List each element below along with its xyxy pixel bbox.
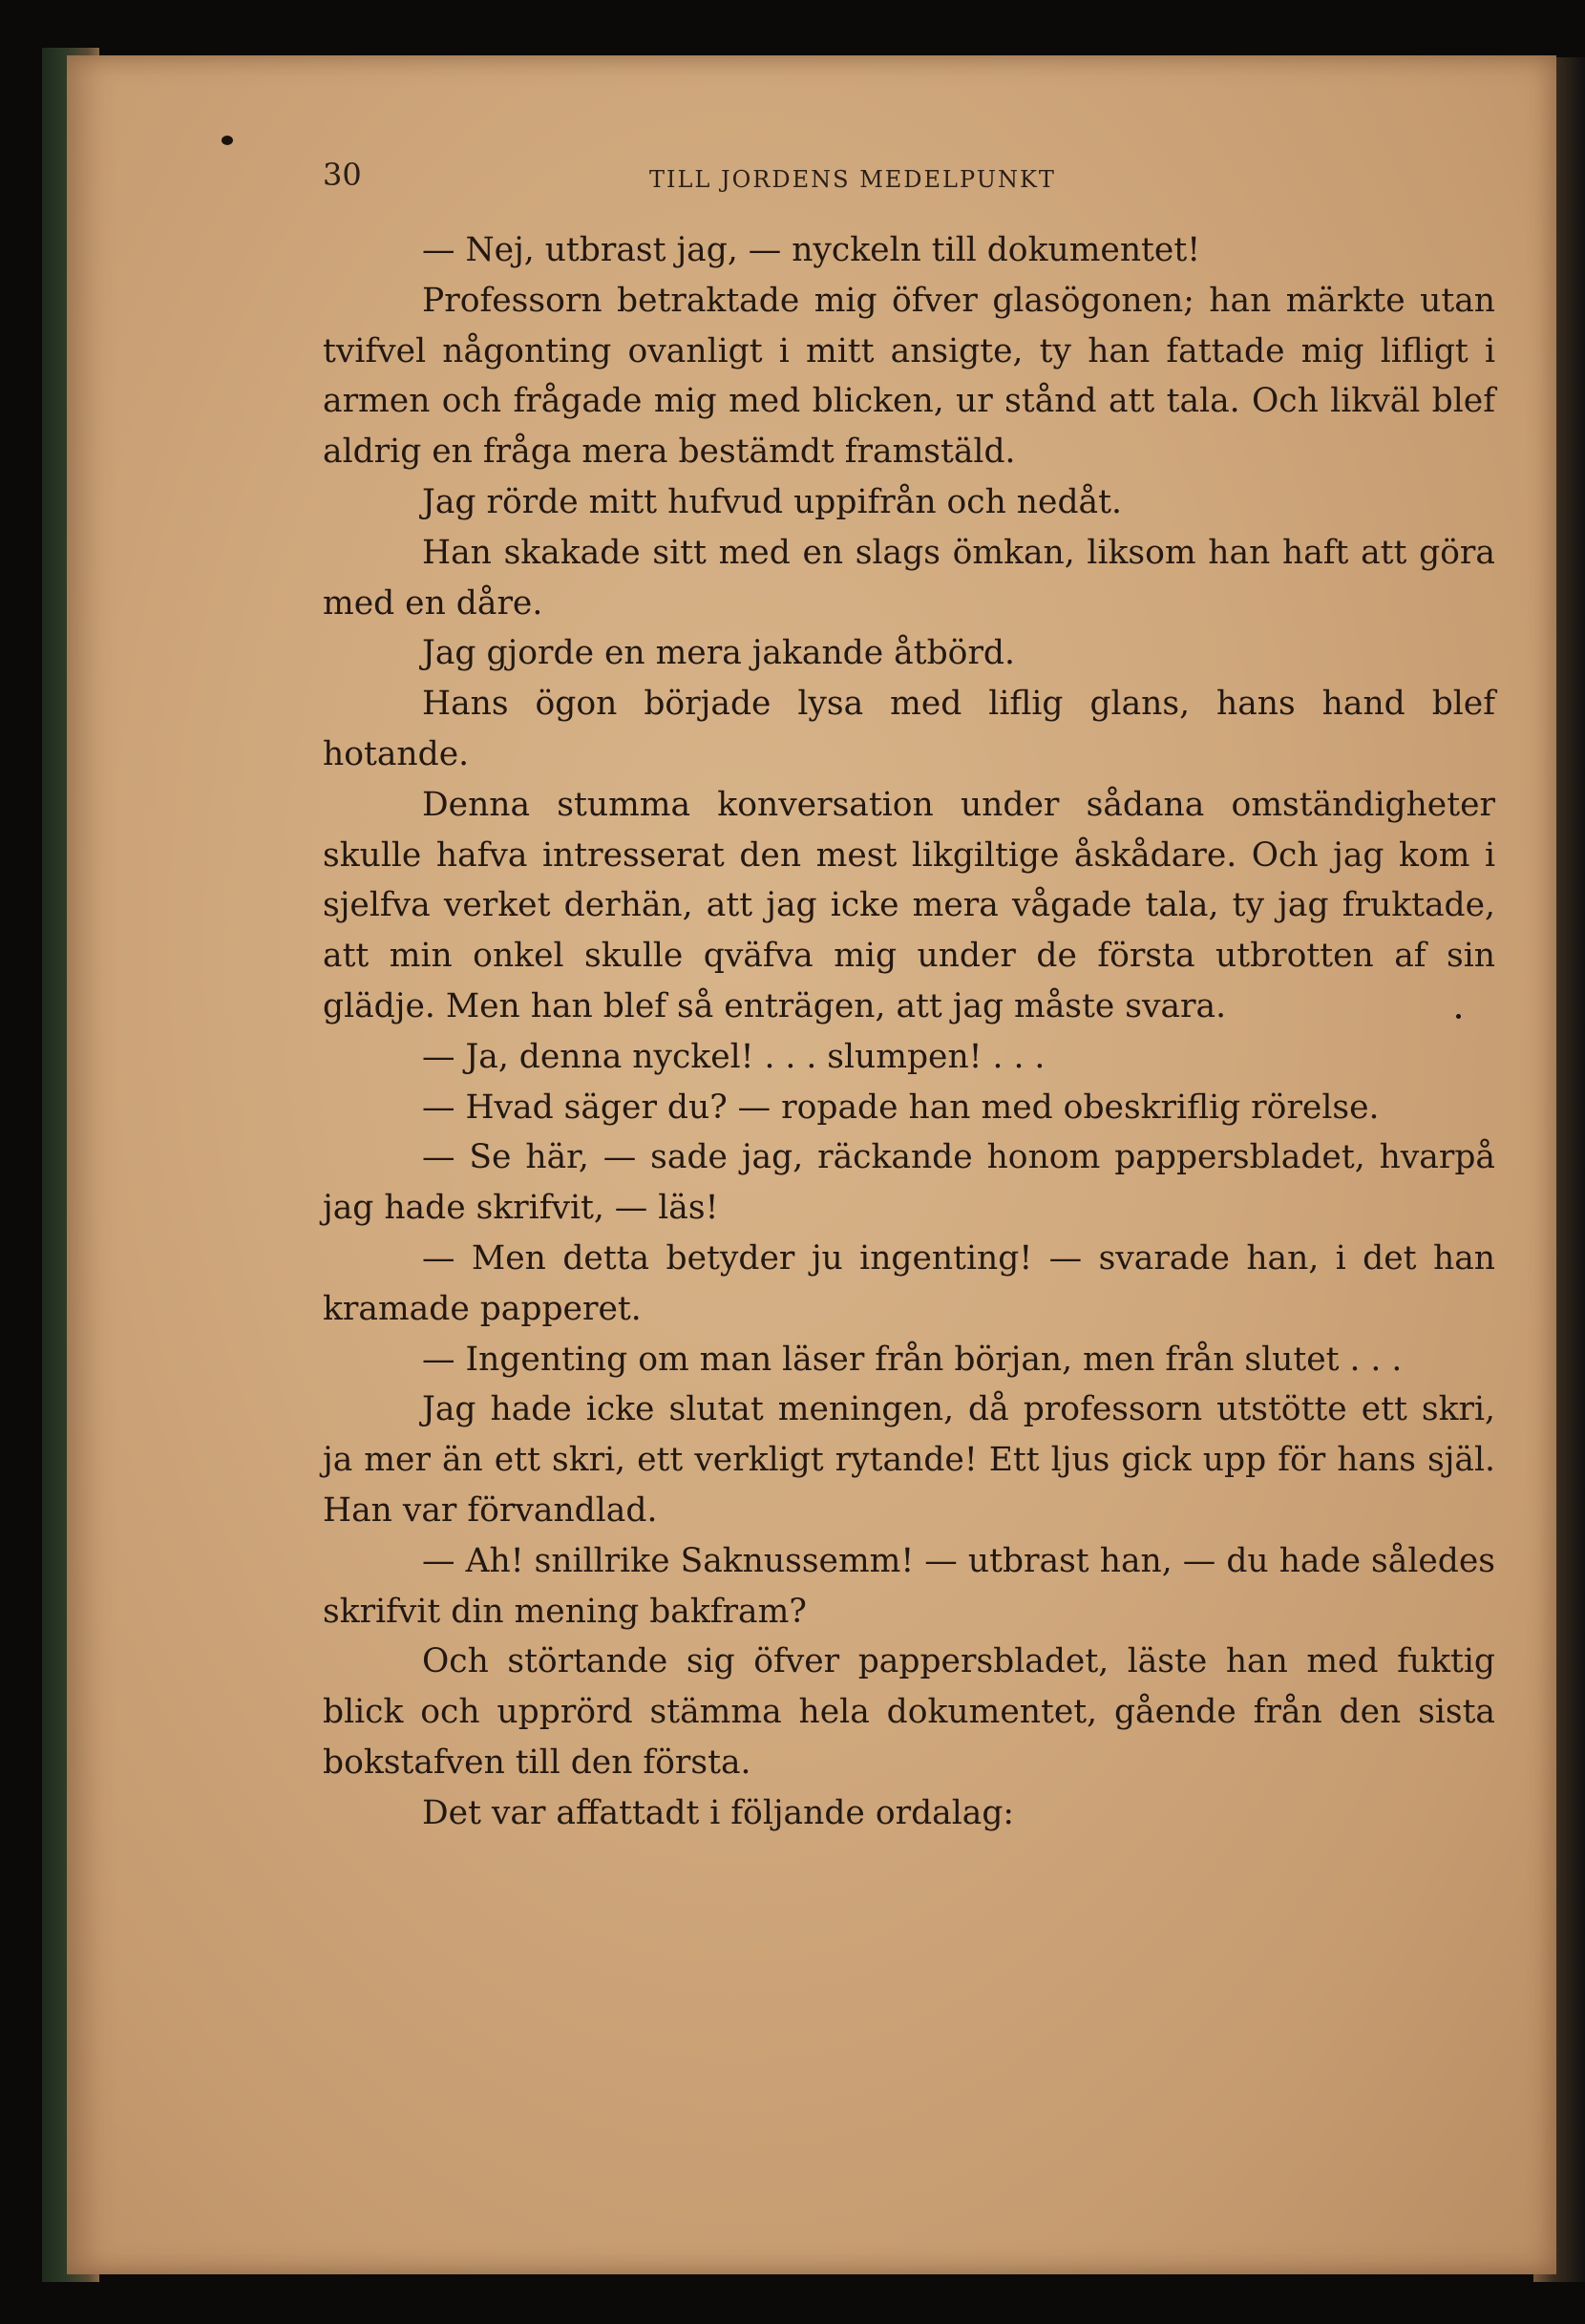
page-number: 30 — [323, 157, 362, 193]
paragraph: — Ingenting om man läser från början, men från slutet . . . — [422, 1340, 1403, 1379]
paragraph: Och störtande sig öfver pappersbladet, läste han med fuktig blick och upprörd stämma hela dokumentet, gående från den sista bokstafven till den första. — [323, 1642, 1495, 1782]
paragraph: Jag rörde mitt hufvud uppifrån och nedåt. — [422, 482, 1122, 521]
page-header — [67, 109, 1556, 193]
paragraph: — Ah! snillrike Saknussemm! — utbrast han, — du hade således skrifvit din mening bakfram? — [323, 1541, 1495, 1631]
paragraph: — Se här, — sade jag, räckande honom pappersbladet, hvarpå jag hade skrifvit, — läs! — [323, 1138, 1495, 1228]
paragraph: Det var affattadt i följande ordalag: — [422, 1793, 1015, 1832]
paragraph: — Nej, utbrast jag, — nyckeln till dokumentet! — [422, 231, 1201, 269]
book-page — [67, 55, 1556, 2274]
paragraph: — Hvad säger du? — ropade han med obeskriflig rörelse. — [422, 1088, 1380, 1127]
paragraph: — Men detta betyder ju ingenting! — svarade han, i det han kramade papperet. — [323, 1238, 1495, 1328]
paragraph: Denna stumma konversation under sådana omständigheter skulle hafva intresserat den mest likgiltige åskådare. Och jag kom i sjelfva verket derhän, att jag icke mera vågade tala, ty jag fruktade, att min onkel skulle qväfva mig under de första utbrotten af sin glädje. Men han blef så enträgen, att jag måste svara. — [323, 785, 1495, 1025]
running-title: TILL JORDENS MEDELPUNKT — [649, 166, 1056, 193]
paragraph: Hans ögon började lysa med liflig glans, hans hand blef hotande. — [323, 685, 1495, 773]
paragraph: Jag hade icke slutat meningen, då professorn utstötte ett skri, ja mer än ett skri, ett verkligt rytande! Ett ljus gick upp för hans själ. Han var förvandlad. — [323, 1390, 1495, 1530]
paragraph: — Ja, denna nyckel! . . . slumpen! . . . — [422, 1037, 1046, 1076]
paragraph: Han skakade sitt med en slags ömkan, liksom han haft att göra med en dåre. — [323, 533, 1495, 623]
paragraph: Professorn betraktade mig öfver glasögonen; han märkte utan tvifvel någonting ovanligt i mitt ansigte, ty han fattade mig lifligt i armen och frågade mig med blicken, ur stånd att tala. Och likväl blef aldrig en fråga mera bestämdt framstäld. — [323, 281, 1495, 472]
paragraph: Jag gjorde en mera jakande åtbörd. — [422, 634, 1015, 673]
body-text — [323, 225, 1495, 1839]
